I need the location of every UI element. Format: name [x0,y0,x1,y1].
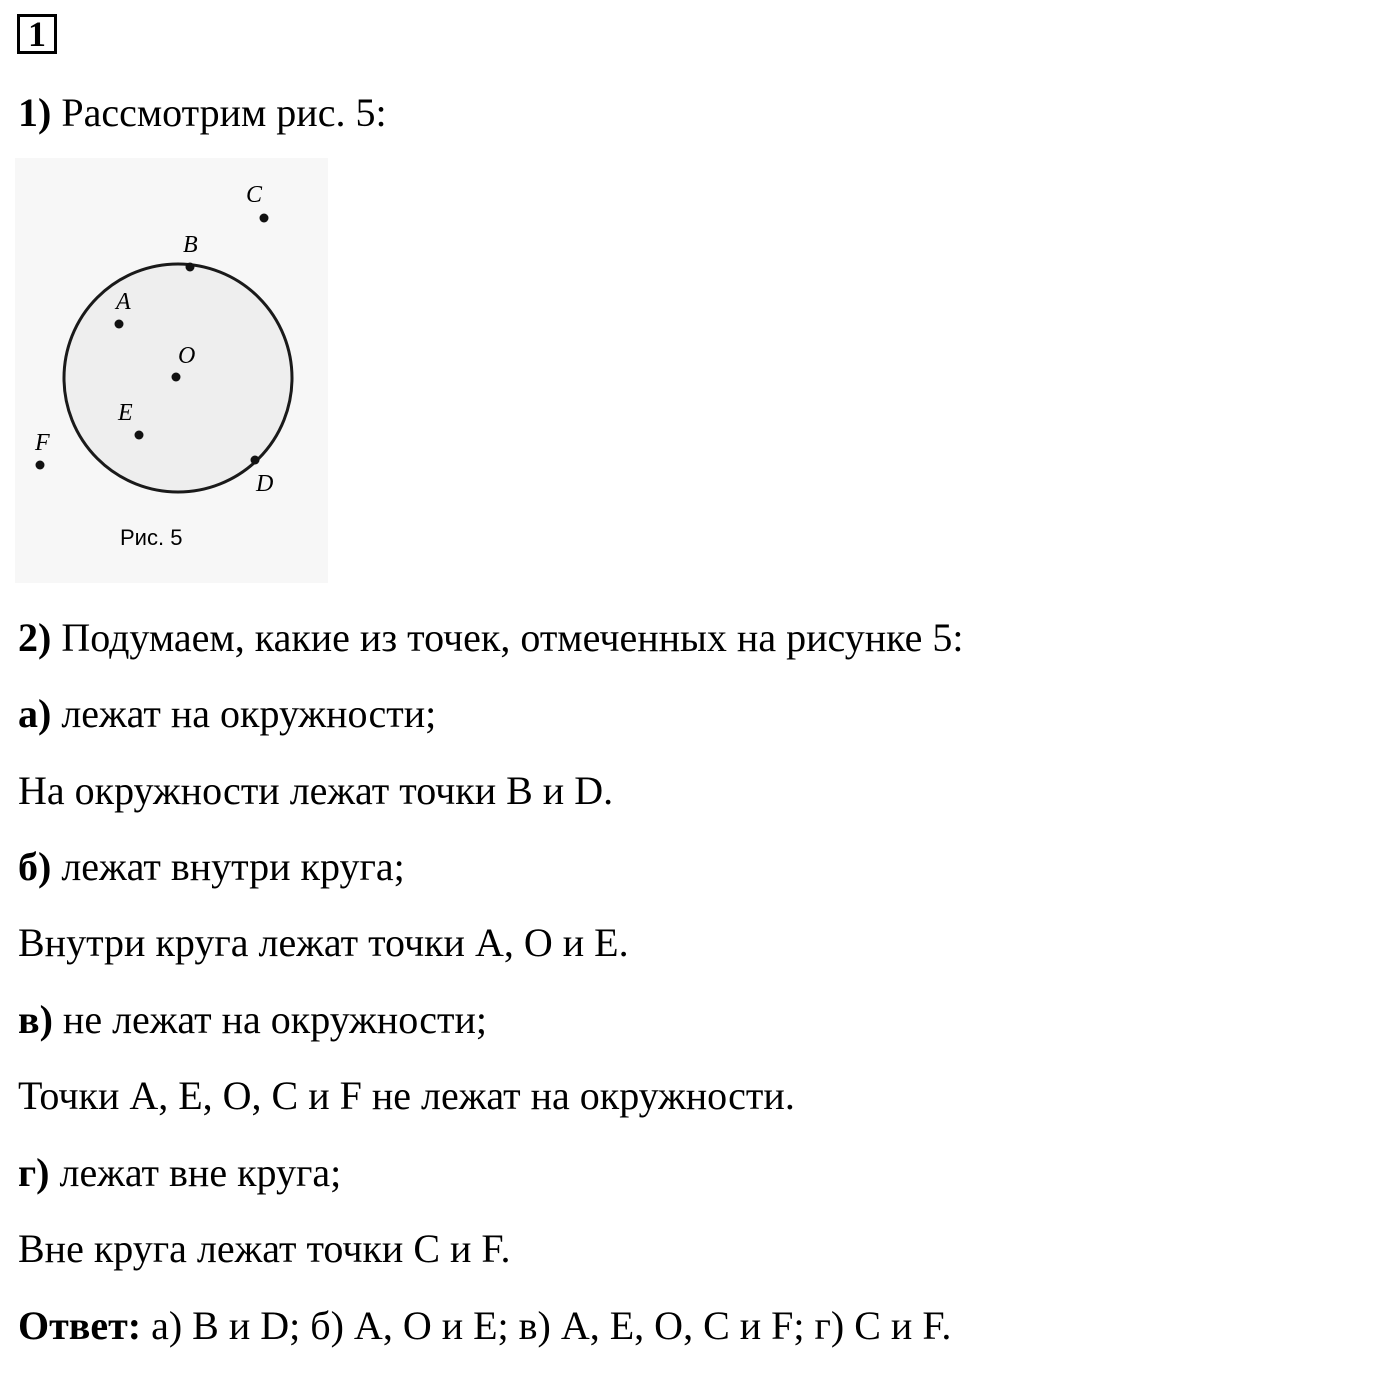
figure-caption: Рис. 5 [120,525,183,550]
point-f [36,461,45,470]
answer-a: На окружности лежат точки B и D. [18,768,614,813]
question-v-text: не лежат на окружности; [52,997,487,1042]
question-v-marker: в) [18,997,53,1042]
final-answer-text: а) B и D; б) A, O и E; в) A, E, O, C и F; г) C и F. [141,1303,952,1348]
label-c: C [246,182,263,208]
point-a [115,320,124,329]
final-answer-label: Ответ: [18,1303,142,1348]
label-b: B [183,232,198,258]
question-b-text: лежат внутри круга; [51,844,405,889]
figure-5 [15,158,328,583]
question-b-marker: б) [18,844,52,889]
answer-g: Вне круга лежат точки C и F. [18,1226,511,1271]
label-e: E [118,400,133,426]
final-answer [18,1303,951,1349]
point-d [251,456,260,465]
label-o: O [178,343,196,369]
step-2-text: Подумаем, какие из точек, отмеченных на рисунке 5: [51,615,964,660]
question-b [18,844,405,890]
figure-5-diagram [15,158,328,583]
task-number: 1 [28,14,46,54]
step-2-line [18,615,963,661]
label-a: A [116,289,131,315]
label-d: D [256,471,274,497]
point-c [260,214,269,223]
label-f: F [35,430,50,456]
task-number-box [17,14,57,54]
answer-b: Внутри круга лежат точки A, O и E. [18,920,629,965]
step-1-line [18,90,387,136]
point-o [172,373,181,382]
question-a [18,691,436,737]
answer-v: Точки A, E, O, C и F не лежат на окружности. [18,1073,795,1118]
point-b [186,263,195,272]
question-a-marker: а) [18,691,52,736]
question-a-text: лежат на окружности; [51,691,437,736]
question-g-text: лежат вне круга; [49,1150,342,1195]
point-e [135,431,144,440]
step-1-marker: 1) [18,90,52,135]
question-g-marker: г) [18,1150,50,1195]
question-g [18,1150,341,1196]
question-v [18,997,487,1043]
step-2-marker: 2) [18,615,52,660]
step-1-text: Рассмотрим рис. 5: [51,90,387,135]
